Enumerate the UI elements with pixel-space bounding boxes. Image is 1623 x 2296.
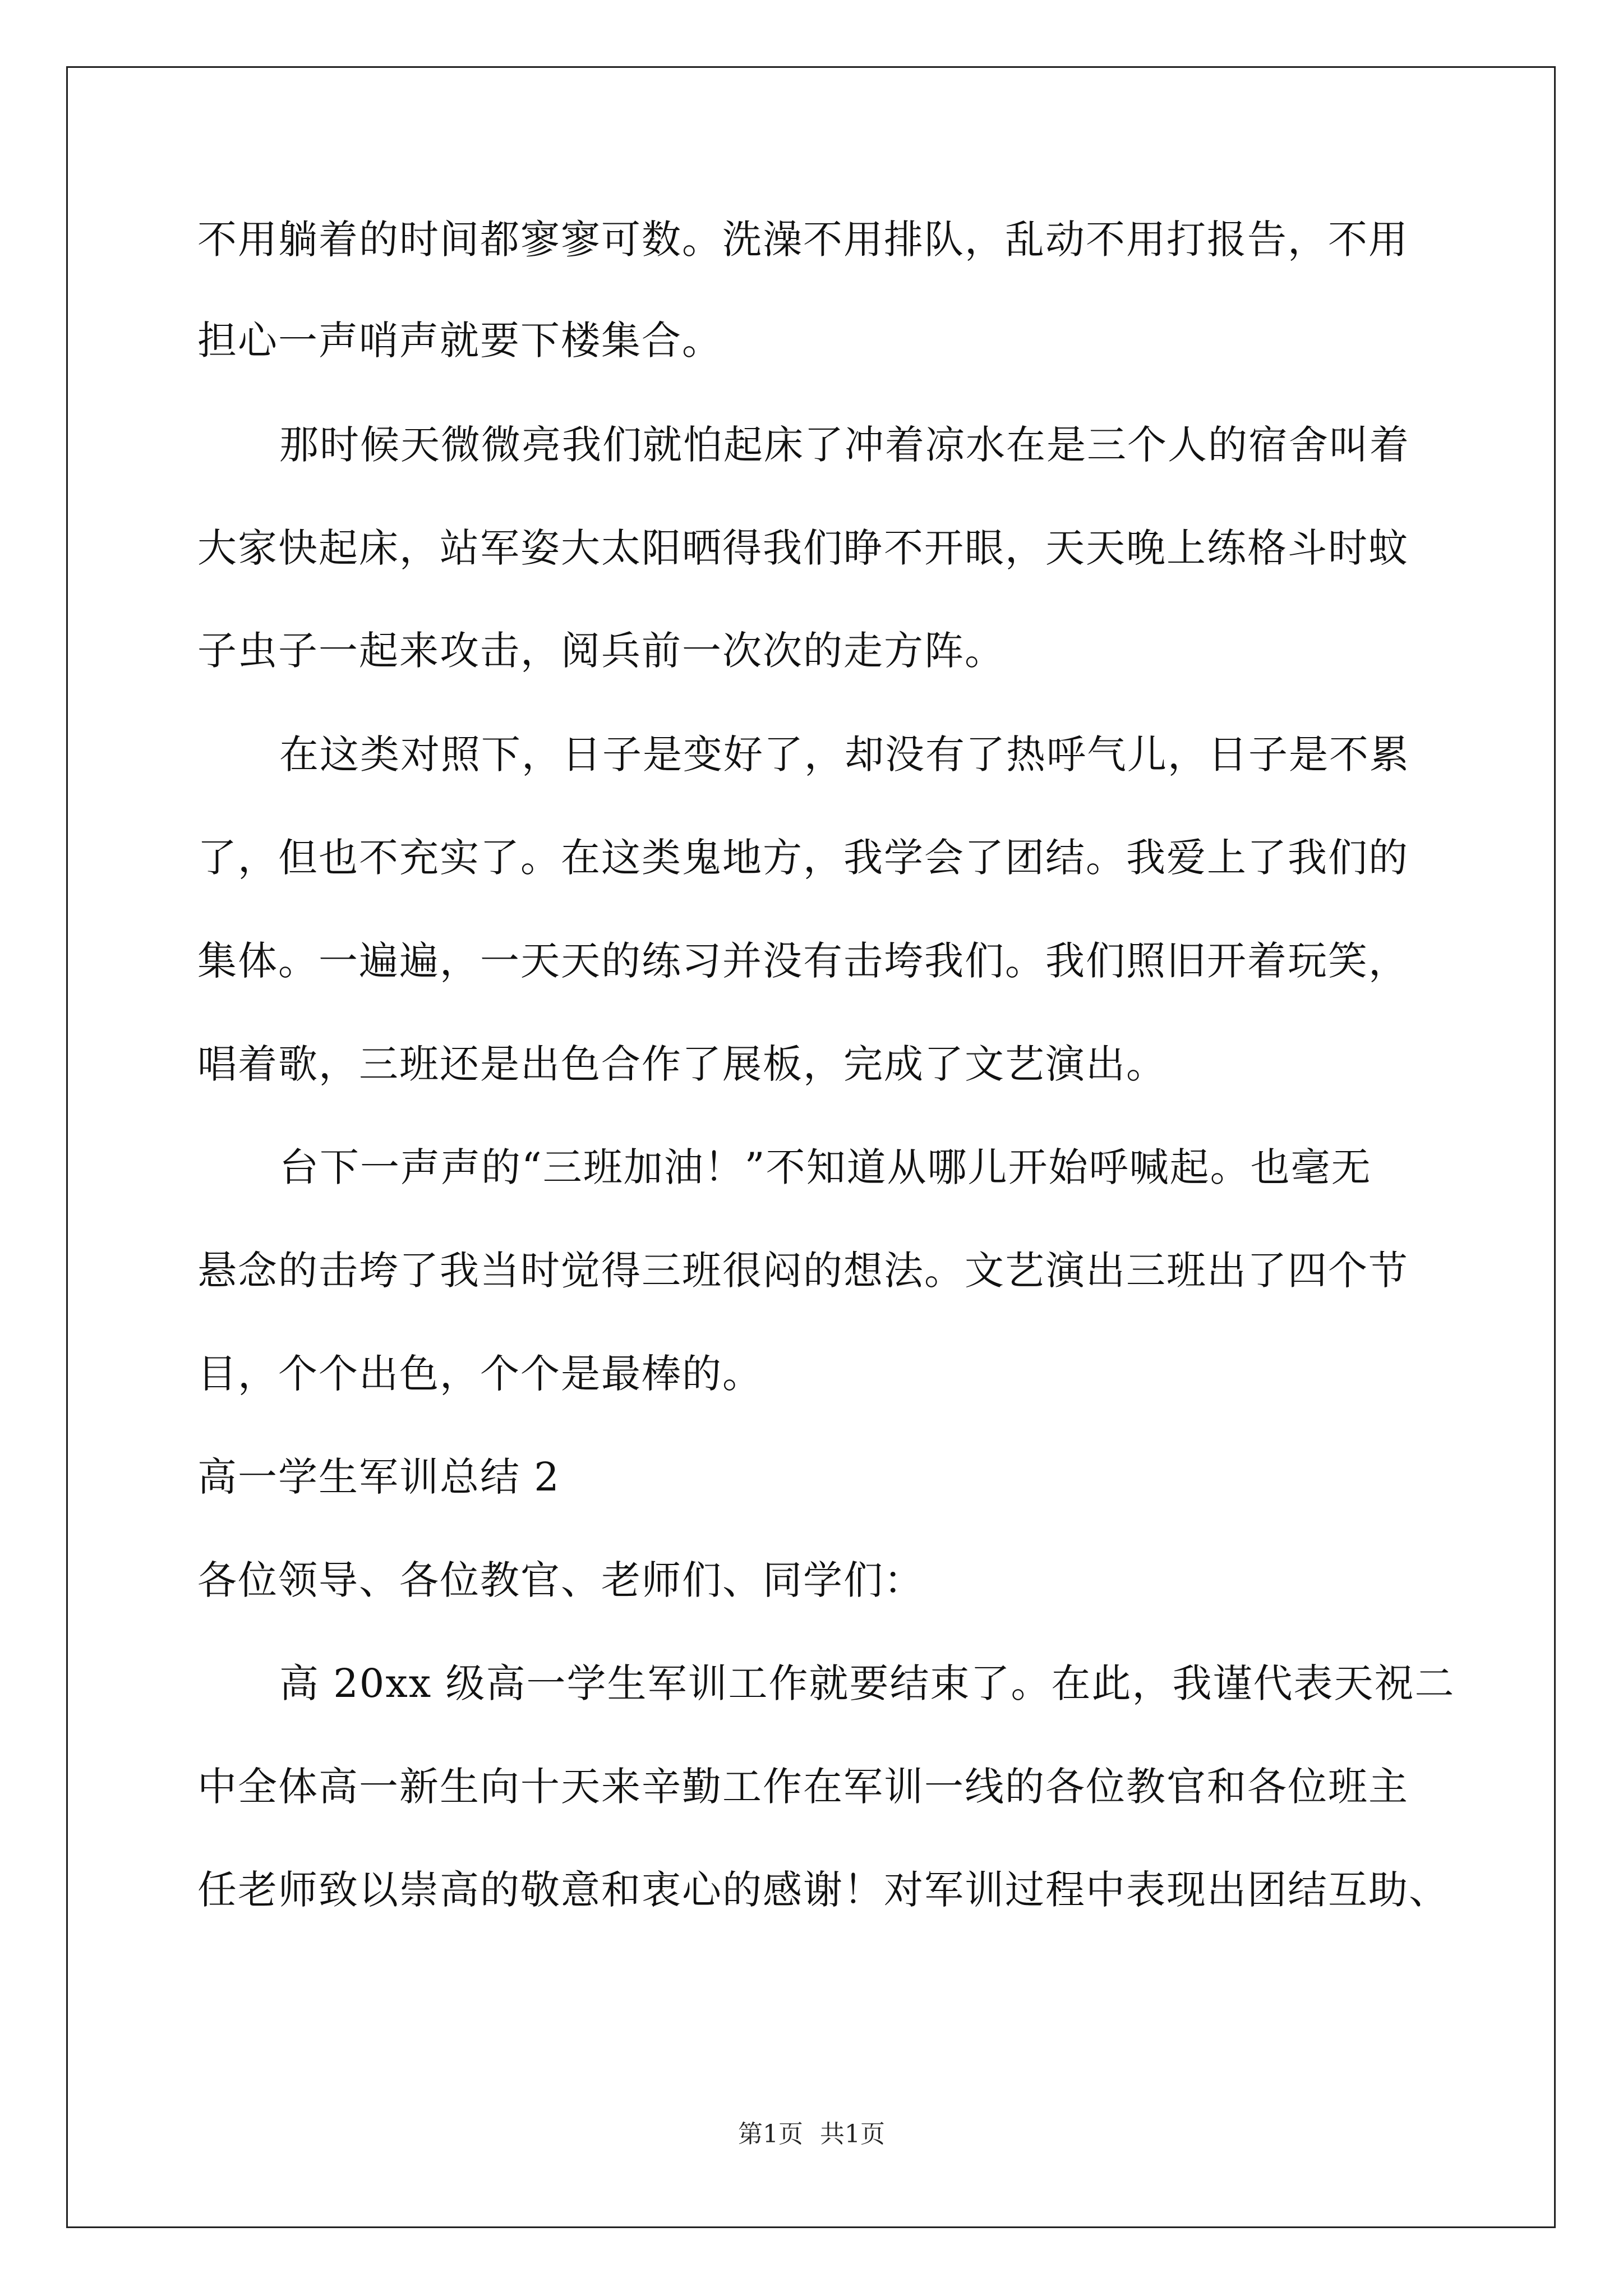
page-footer [0,2118,1623,2151]
text-line: 担心一声哨声就要下楼集合。 [197,318,722,364]
text-line: 大家快起床，站军姿大太阳晒得我们睁不开眼，天天晚上练格斗时蚊 [197,525,1409,571]
text-line: 中全体高一新生向十天来辛勤工作在军训一线的各位教官和各位班主 [197,1764,1409,1810]
page-number-total: 共1页 [820,2120,885,2148]
text-line: 了，但也不充实了。在这类鬼地方，我学会了团结。我爱上了我们的 [197,835,1409,881]
salutation: 各位领导、各位教官、老师们、同学们： [197,1557,924,1603]
text-line: 那时候天微微亮我们就怕起床了冲着凉水在是三个人的宿舍叫着 [279,422,1410,468]
text-line: 台下一声声的“三班加油！”不知道从哪儿开始呼喊起。也毫无 [279,1144,1372,1190]
text-line: 任老师致以崇高的敬意和衷心的感谢！对军训过程中表现出团结互助、 [197,1867,1449,1913]
text-line: 悬念的击垮了我当时觉得三班很闷的想法。文艺演出三班出了四个节 [197,1248,1409,1294]
section-title: 高一学生军训总结 2 [197,1454,560,1500]
text-line: 子虫子一起来攻击，阅兵前一次次的走方阵。 [197,628,1005,674]
text-line: 唱着歌，三班还是出色合作了展板，完成了文艺演出。 [197,1041,1166,1087]
text-line: 在这类对照下，日子是变好了，却没有了热呼气儿，日子是不累 [279,731,1410,777]
text-line: 不用躺着的时间都寥寥可数。洗澡不用排队，乱动不用打报告，不用 [197,217,1409,263]
text-line: 高 20xx 级高一学生军训工作就要结束了。在此，我谨代表天祝二 [279,1660,1455,1706]
page-number-current: 第1页 [738,2120,803,2148]
text-line: 目，个个出色，个个是最棒的。 [197,1351,763,1397]
text-line: 集体。一遍遍，一天天的练习并没有击垮我们。我们照旧开着玩笑， [197,938,1409,984]
